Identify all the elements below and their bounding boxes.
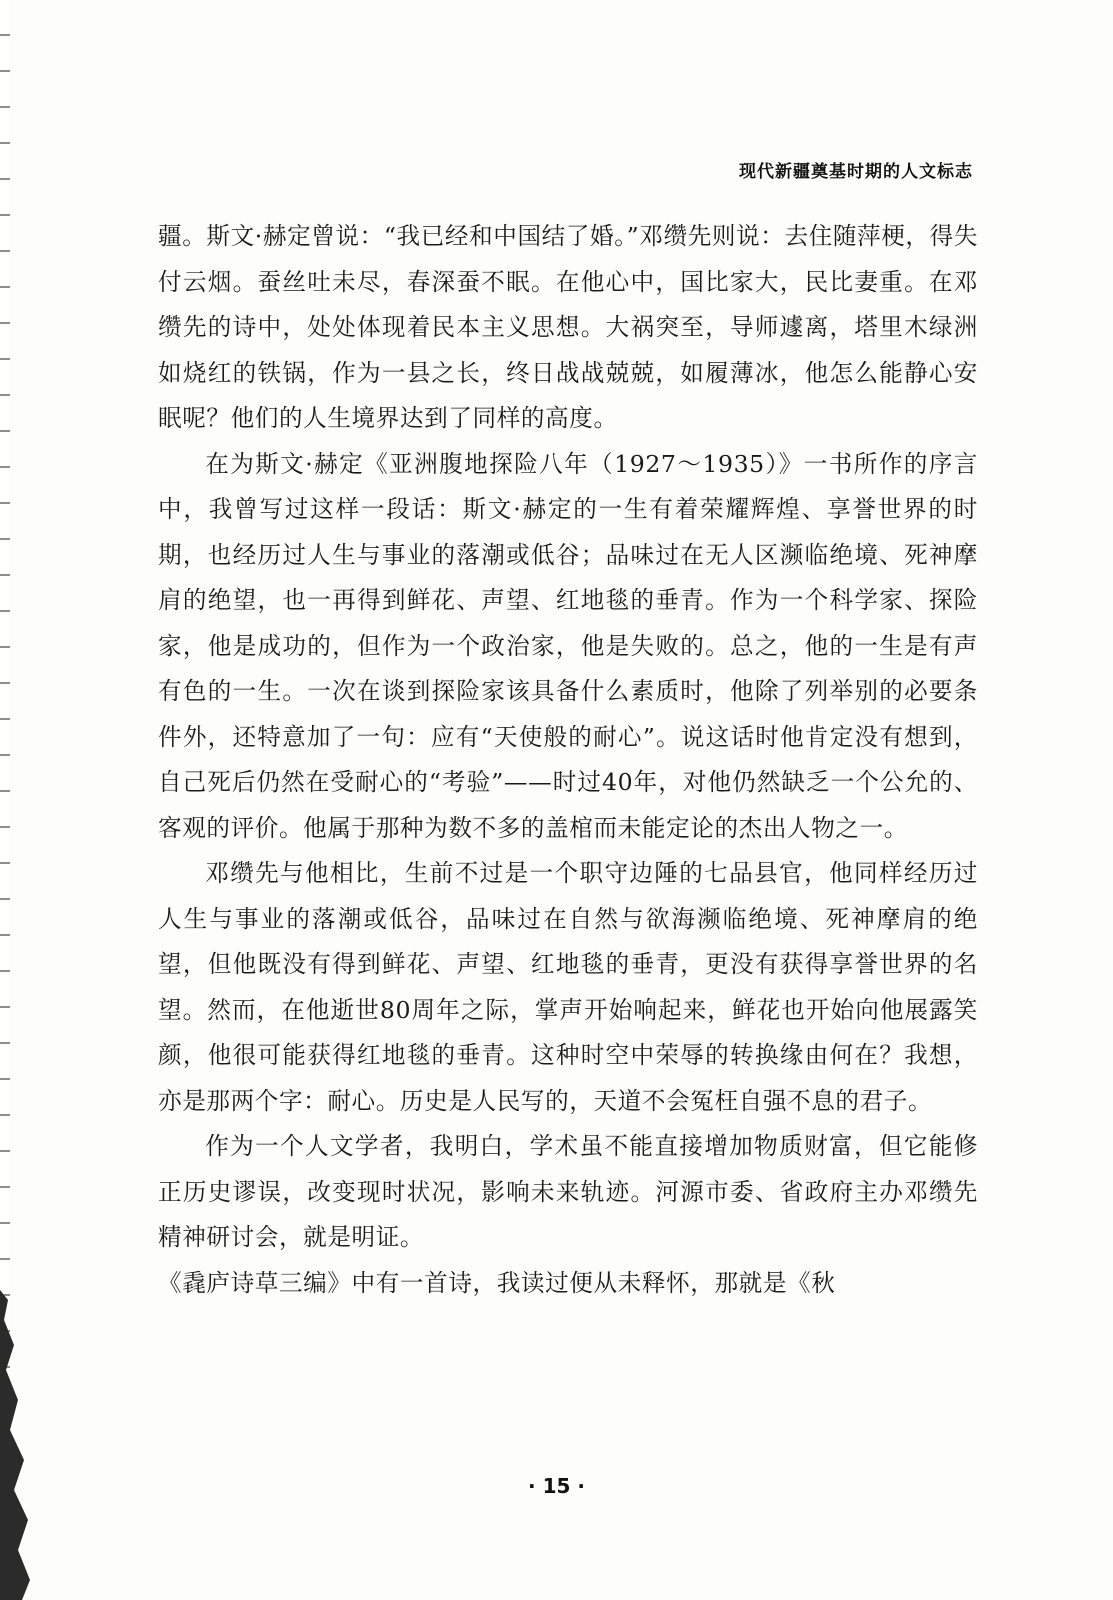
paragraph: 疆。斯文·赫定曾说：“我已经和中国结了婚。”邓缵先则说：去住随萍梗，得失付云烟。蚕丝吐未尽，春深蚕不眠。在他心中，国比家大，民比妻重。在邓缵先的诗中，处处体现着民本主义思想。大祸突至，导师遽离，塔里木绿洲如烧红的铁锅，作为一县之长，终日战战兢兢，如履薄冰，他怎么能静心安眠呢？他们的人生境界达到了同样的高度。 [158, 222, 979, 432]
page-number: · 15 · [528, 1474, 585, 1498]
paragraph: 在为斯文·赫定《亚洲腹地探险八年（1927～1935）》一书所作的序言中，我曾写过这样一段话：斯文·赫定的一生有着荣耀辉煌、享誉世界的时期，也经历过人生与事业的落潮或低谷；品味过在无人区濒临绝境、死神摩肩的绝望，也一再得到鲜花、声望、红地毯的垂青。作为一个科学家、探险家，他是成功的，但作为一个政治家，他是失败的。总之，他的一生是有声有色的一生。一次在谈到探险家该具备什么素质时，他除了列举别的必要条件外，还特意加了一句：应有“天使般的耐心”。说这话时他肯定没有想到，自己死后仍然在受耐心的“考验”——时过40年，对他仍然缺乏一个公允的、客观的评价。他属于那种为数不多的盖棺而未能定论的杰出人物之一。 [158, 449, 978, 842]
body-text [158, 214, 978, 1306]
paragraph: 邓缵先与他相比，生前不过是一个职守边陲的七品县官，他同样经历过人生与事业的落潮或低谷，品味过在自然与欲海濒临绝境、死神摩肩的绝望，但他既没有得到鲜花、声望、红地毯的垂青，更没有获得享誉世界的名望。然而，在他逝世80周年之际，掌声开始响起来，鲜花也开始向他展露笑颜，他很可能获得红地毯的垂青。这种时空中荣辱的转换缘由何在？我想，亦是那两个字：耐心。历史是人民写的，天道不会冤枉自强不息的君子。 [158, 859, 978, 1115]
torn-page-edge [0, 1290, 48, 1600]
paragraph: 作为一个人文学者，我明白，学术虽不能直接增加物质财富，但它能修正历史谬误，改变现时状况，影响未来轨迹。河源市委、省政府主办邓缵先精神研讨会，就是明证。 [158, 1132, 978, 1251]
paragraph: 《毳庐诗草三编》中有一首诗，我读过便从未释怀，那就是《秋 [158, 1268, 836, 1297]
running-head: 现代新疆奠基时期的人文标志 [739, 162, 973, 182]
